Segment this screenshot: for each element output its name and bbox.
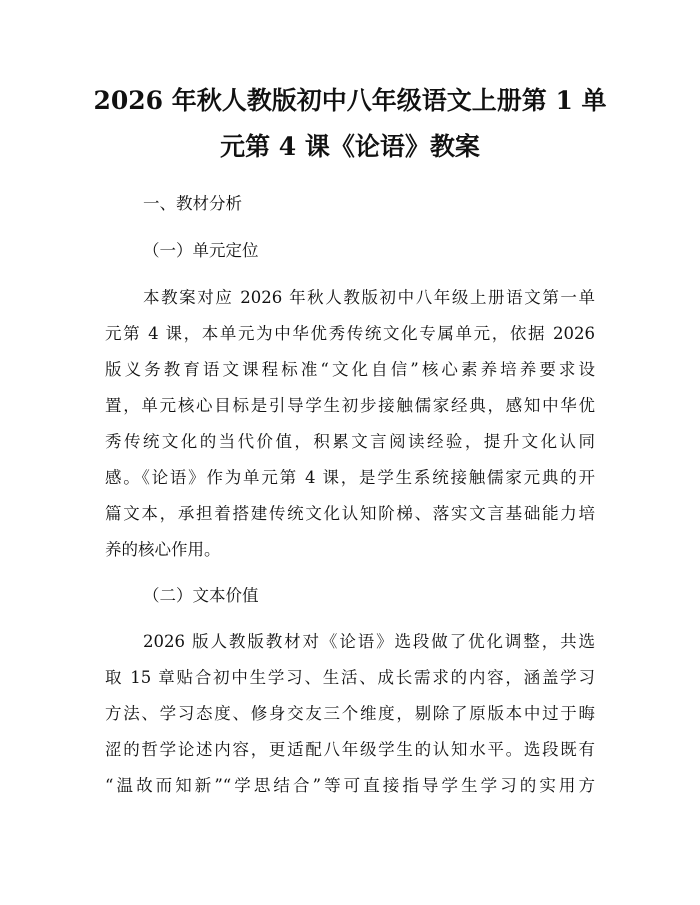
paragraph-line: 方法、学习态度、修身交友三个维度，剔除了原版本中过于晦	[105, 704, 595, 723]
paragraph-line: 元第 4 课，本单元为中华优秀传统文化专属单元，依据 2026	[105, 324, 595, 343]
subsection-heading-unit-positioning: （一）单元定位	[143, 241, 259, 260]
paragraph-line: 版义务教育语文课程标准“文化自信”核心素养培养要求设	[105, 360, 595, 379]
paragraph-line: 取 15 章贴合初中生学习、生活、成长需求的内容，涵盖学习	[105, 668, 595, 687]
subsection-heading-text-value: （二）文本价值	[143, 586, 259, 605]
paragraph-line: 秀传统文化的当代价值，积累文言阅读经验，提升文化认同	[105, 432, 595, 451]
paragraph-line: “温故而知新”“学思结合”等可直接指导学生学习的实用方	[105, 776, 595, 795]
paragraph-line: 篇文本，承担着搭建传统文化认知阶梯、落实文言基础能力培	[105, 504, 595, 523]
section-heading-teaching-material-analysis: 一、教材分析	[143, 194, 242, 213]
document-title-line-2: 元第 4 课《论语》教案	[220, 132, 480, 161]
paragraph-line: 涩的哲学论述内容，更适配八年级学生的认知水平。选段既有	[105, 740, 595, 759]
paragraph-line: 2026 版人教版教材对《论语》选段做了优化调整，共选	[143, 632, 595, 651]
paragraph-line: 养的核心作用。	[105, 540, 221, 559]
paragraph-line: 本教案对应 2026 年秋人教版初中八年级上册语文第一单	[143, 288, 595, 307]
document-title-line-1: 2026 年秋人教版初中八年级语文上册第 1 单	[93, 86, 607, 115]
paragraph-line: 置，单元核心目标是引导学生初步接触儒家经典，感知中华优	[105, 396, 595, 415]
paragraph-line: 感。《论语》作为单元第 4 课，是学生系统接触儒家元典的开	[105, 468, 595, 487]
